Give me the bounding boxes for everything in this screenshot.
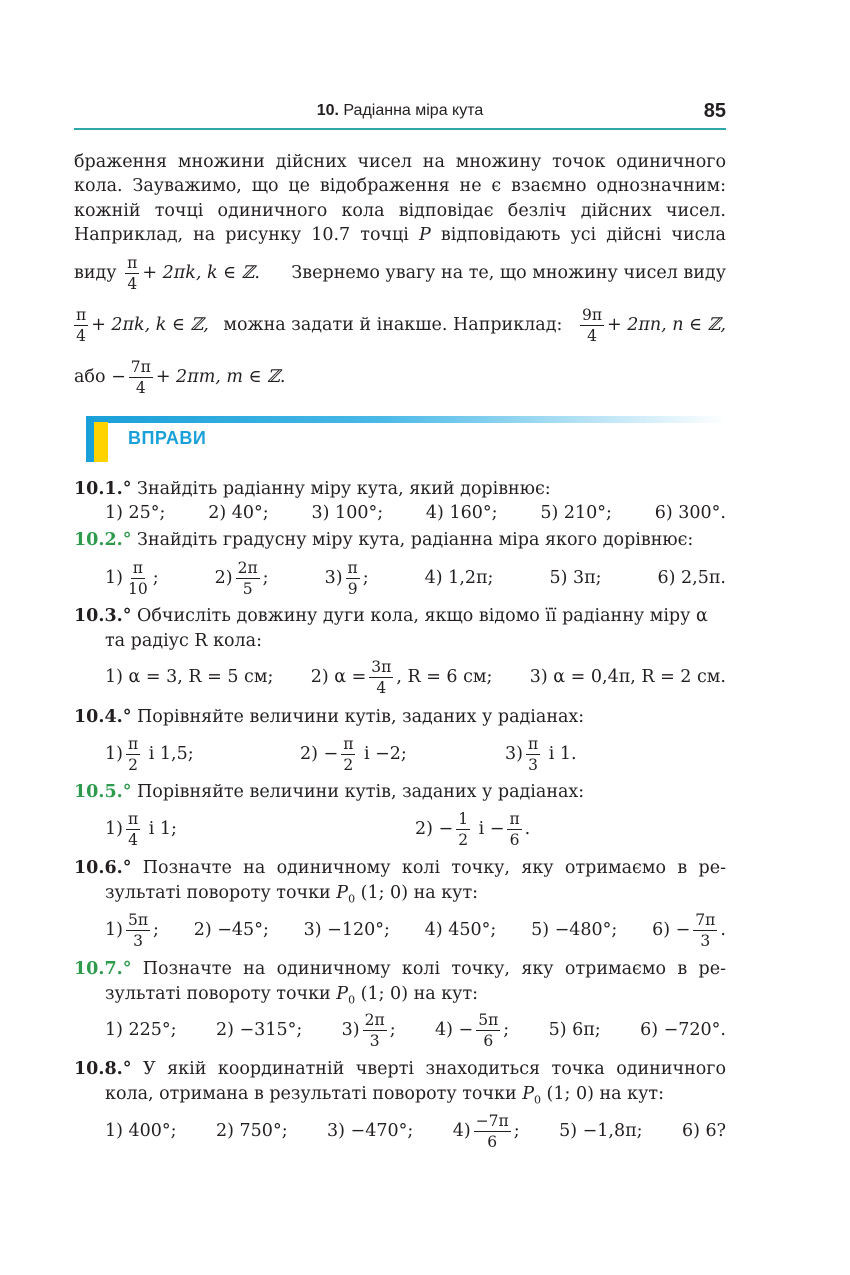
fraction-numerator: 7π bbox=[695, 910, 716, 929]
fraction-numerator: π bbox=[76, 305, 87, 324]
exercise-10-3-cont: та радіус R кола: bbox=[105, 631, 263, 651]
answer-item: 3) α = 0,4π, R = 2 см. bbox=[529, 667, 726, 687]
fraction bbox=[474, 1112, 511, 1151]
exercise-number: 10.1.° bbox=[74, 479, 132, 499]
intro-line-7 bbox=[74, 358, 726, 396]
answer-item bbox=[215, 559, 269, 598]
fraction bbox=[526, 735, 540, 774]
fraction-denominator: 2 bbox=[343, 755, 354, 774]
answer-item bbox=[311, 658, 493, 697]
exercise-number: 10.5.° bbox=[74, 782, 132, 802]
item-label: 3) bbox=[324, 567, 343, 588]
formula-tail: + 2πk, k ∈ ℤ, bbox=[91, 314, 209, 335]
exercise-text: Порівняйте величини кутів, заданих у радіанах: bbox=[137, 707, 585, 727]
intro-text: або bbox=[74, 367, 106, 387]
intro-text: виду bbox=[74, 262, 117, 283]
fraction-numerator: π bbox=[127, 734, 139, 753]
fraction bbox=[126, 810, 140, 849]
fraction-denominator: 6 bbox=[483, 1031, 494, 1050]
formula-group bbox=[74, 254, 260, 293]
answer-item bbox=[505, 735, 577, 774]
item-tail: і − bbox=[478, 818, 505, 839]
fraction bbox=[456, 810, 470, 849]
header-rule bbox=[74, 128, 726, 130]
answer-item: 4) 450°; bbox=[424, 920, 497, 940]
item-label: 3) bbox=[341, 1019, 360, 1040]
exercise-10-8 bbox=[74, 1058, 726, 1080]
exercise-10-7-cont bbox=[105, 983, 726, 1012]
punctuation: ; bbox=[503, 1019, 510, 1040]
fraction-denominator: 3 bbox=[369, 1031, 380, 1050]
fraction-numerator: π bbox=[132, 558, 143, 577]
fraction-denominator: 3 bbox=[528, 755, 538, 774]
fraction-numerator: π bbox=[527, 734, 539, 753]
fraction-numerator: 2π bbox=[364, 1010, 385, 1029]
exercise-10-3-items bbox=[105, 657, 726, 697]
fraction-numerator: −7π bbox=[475, 1111, 509, 1130]
exercise-number: 10.6.° bbox=[74, 858, 132, 878]
chapter-number: 10. bbox=[316, 102, 339, 119]
answer-item bbox=[105, 911, 159, 950]
exercise-10-7-items bbox=[105, 1010, 726, 1050]
answer-item: 2) −45°; bbox=[193, 920, 269, 940]
minus-sign: − bbox=[111, 367, 126, 387]
page-header bbox=[74, 98, 726, 130]
banner-yellow-bar bbox=[92, 422, 108, 462]
punctuation: ; bbox=[389, 1019, 396, 1040]
fraction-numerator: 5π bbox=[478, 1010, 499, 1029]
answer-item: 3) −470°; bbox=[327, 1121, 414, 1141]
chapter-title: Радіанна міра кута bbox=[343, 102, 484, 119]
answer-item: 6) 6? bbox=[681, 1121, 726, 1141]
item-label: 1) bbox=[105, 567, 123, 588]
intro-line-2: кола. Зауважимо, що це відображення не є взаємно однозначним: bbox=[74, 176, 726, 196]
exercise-10-8-cont bbox=[105, 1083, 726, 1112]
exercise-10-7 bbox=[74, 958, 726, 980]
exercise-number: 10.7.° bbox=[74, 959, 132, 979]
fraction bbox=[341, 735, 355, 774]
intro-line-4 bbox=[74, 224, 726, 246]
banner-blue-bar bbox=[86, 416, 94, 462]
intro-line-5 bbox=[74, 254, 726, 292]
exercise-text: (1; 0) на кут: bbox=[360, 984, 479, 1004]
item-label: 1) bbox=[105, 919, 123, 940]
fraction bbox=[363, 1011, 387, 1050]
fraction bbox=[693, 911, 717, 950]
formula-tail: + 2πm, m ∈ ℤ. bbox=[155, 367, 286, 387]
exercise-10-4 bbox=[74, 706, 726, 728]
fraction-denominator: 2 bbox=[128, 755, 138, 774]
punctuation: . bbox=[720, 919, 726, 940]
punctuation: ; bbox=[362, 567, 369, 588]
formula-group bbox=[74, 306, 209, 345]
fraction-denominator: 3 bbox=[700, 931, 711, 950]
punctuation: ; bbox=[262, 567, 269, 588]
exercise-10-2-items bbox=[105, 558, 726, 598]
item-label: 1) bbox=[105, 818, 123, 839]
answer-item: 5) −1,8π; bbox=[559, 1121, 643, 1141]
exercise-text: Знайдіть градусну міру кута, радіанна міра якого дорівнює: bbox=[137, 530, 694, 550]
item-label: 1) bbox=[105, 743, 123, 764]
fraction-numerator: 5π bbox=[127, 910, 149, 929]
running-title bbox=[74, 102, 726, 120]
fraction-numerator: 9π bbox=[581, 305, 603, 324]
intro-line-3: кожній точці одиничного кола відповідає безліч дійсних чисел. bbox=[74, 201, 726, 221]
fraction bbox=[126, 559, 150, 598]
answer-item bbox=[415, 810, 530, 849]
fraction-denominator: 4 bbox=[128, 830, 138, 849]
fraction bbox=[580, 306, 604, 345]
item-label: 2) α = bbox=[310, 666, 367, 687]
intro-line-1: браження множини дійсних чисел на множину точок одиничного bbox=[74, 152, 726, 172]
exercise-10-1-items bbox=[105, 502, 726, 524]
item-tail: і 1; bbox=[148, 818, 177, 839]
point-p: P bbox=[522, 1084, 534, 1104]
fraction-numerator: π bbox=[343, 734, 354, 753]
answer-item: 4) 1,2π; bbox=[424, 568, 494, 588]
fraction bbox=[126, 735, 140, 774]
answer-item: 2) 750°; bbox=[216, 1121, 288, 1141]
answer-item: 4) 160°; bbox=[425, 503, 498, 523]
fraction bbox=[125, 254, 139, 293]
exercise-text: зультаті повороту точки bbox=[105, 883, 331, 903]
fraction-numerator: 7π bbox=[130, 357, 151, 376]
exercise-number: 10.3.° bbox=[74, 606, 132, 626]
exercise-text: Позначте на одиничному колі точку, яку отримаємо в ре- bbox=[142, 858, 726, 878]
fraction-denominator: 9 bbox=[347, 579, 358, 598]
exercise-number: 10.2.° bbox=[74, 530, 132, 550]
punctuation: ; bbox=[153, 919, 159, 940]
fraction bbox=[74, 306, 88, 345]
exercise-text: Обчисліть довжину дуги кола, якщо відомо її радіанну міру α bbox=[137, 606, 708, 626]
answer-item: 2) −315°; bbox=[216, 1020, 303, 1040]
answer-item: 6) 2,5π. bbox=[657, 568, 726, 588]
fraction-denominator: 4 bbox=[135, 378, 146, 397]
item-label: 4) − bbox=[435, 1019, 474, 1040]
punctuation: ; bbox=[513, 1120, 520, 1141]
item-label: 4) bbox=[452, 1120, 471, 1141]
exercise-10-6-cont bbox=[105, 882, 726, 911]
answer-item: 6) −720°. bbox=[640, 1020, 726, 1040]
fraction-denominator: 5 bbox=[242, 579, 253, 598]
intro-text: Наприклад, на рисунку 10.7 точці bbox=[74, 225, 409, 245]
item-label: 3) bbox=[505, 743, 523, 764]
item-tail: і −2; bbox=[363, 743, 407, 764]
exercise-10-5-items bbox=[105, 809, 726, 849]
banner-gradient-line bbox=[90, 416, 726, 423]
answer-item: 5) −480°; bbox=[531, 920, 618, 940]
exercise-text: Знайдіть радіанну міру кута, який дорівнює: bbox=[137, 479, 551, 499]
exercise-text: зультаті повороту точки bbox=[105, 984, 331, 1004]
exercise-text: (1; 0) на кут: bbox=[546, 1084, 664, 1104]
punctuation: ; bbox=[152, 567, 159, 588]
answer-item bbox=[453, 1112, 520, 1151]
exercise-text: (1; 0) на кут: bbox=[360, 883, 479, 903]
fraction-numerator: π bbox=[127, 809, 139, 828]
answer-item bbox=[435, 1011, 509, 1050]
exercise-text: У якій координатній чверті знаходиться точка одиничного bbox=[142, 1059, 726, 1079]
formula-tail: + 2πn, n ∈ ℤ, bbox=[607, 314, 726, 335]
point-p: P bbox=[336, 984, 349, 1004]
fraction bbox=[369, 658, 393, 697]
answer-item bbox=[652, 911, 726, 950]
item-label: 2) bbox=[214, 567, 233, 588]
fraction-denominator: 4 bbox=[587, 326, 597, 345]
answer-item: 2) 40°; bbox=[208, 503, 269, 523]
intro-text: Звернемо увагу на те, що множину чисел виду bbox=[291, 263, 726, 283]
answer-item: 5) 210°; bbox=[540, 503, 612, 523]
fraction-numerator: 2π bbox=[237, 558, 258, 577]
answer-item: 1) 400°; bbox=[105, 1121, 177, 1141]
exercise-10-8-items bbox=[105, 1111, 726, 1151]
subscript: 0 bbox=[348, 892, 356, 906]
item-label: 2) − bbox=[415, 818, 454, 839]
answer-item: 1) 225°; bbox=[105, 1020, 177, 1040]
fraction-denominator: 4 bbox=[376, 678, 387, 697]
item-tail: , R = 6 см; bbox=[396, 666, 493, 687]
fraction-denominator: 6 bbox=[487, 1132, 498, 1151]
fraction-denominator: 3 bbox=[133, 931, 143, 950]
exercise-number: 10.4.° bbox=[74, 707, 132, 727]
exercise-10-3 bbox=[74, 605, 726, 627]
fraction bbox=[129, 358, 153, 397]
point-p: P bbox=[336, 883, 349, 903]
fraction-numerator: π bbox=[509, 809, 520, 828]
exercise-text: Порівняйте величини кутів, заданих у радіанах: bbox=[137, 782, 585, 802]
subscript: 0 bbox=[348, 993, 356, 1007]
answer-item: 5) 3π; bbox=[549, 568, 602, 588]
fraction-denominator: 6 bbox=[509, 830, 520, 849]
answer-item bbox=[300, 735, 505, 774]
page-number: 85 bbox=[703, 100, 726, 122]
intro-text: відповідають усі дійсні числа bbox=[440, 225, 726, 245]
fraction-numerator: π bbox=[127, 253, 138, 272]
item-label: 2) − bbox=[300, 743, 339, 764]
exercise-10-5 bbox=[74, 781, 726, 803]
fraction-denominator: 4 bbox=[76, 326, 87, 345]
fraction bbox=[507, 810, 521, 849]
exercise-10-1 bbox=[74, 478, 726, 500]
fraction-numerator: π bbox=[347, 558, 358, 577]
exercise-number: 10.8.° bbox=[74, 1059, 132, 1079]
subscript: 0 bbox=[533, 1093, 541, 1107]
exercise-10-2 bbox=[74, 529, 726, 551]
answer-item bbox=[105, 559, 159, 598]
intro-text: можна задати й інакше. Наприклад: bbox=[223, 315, 563, 335]
answer-item: 5) 6π; bbox=[548, 1020, 601, 1040]
answer-item: 6) 300°. bbox=[654, 503, 726, 523]
answer-item: 3) 100°; bbox=[311, 503, 384, 523]
section-title: ВПРАВИ bbox=[128, 428, 207, 448]
answer-item: 1) 25°; bbox=[105, 503, 166, 523]
answer-item bbox=[105, 735, 300, 774]
answer-item: 3) −120°; bbox=[303, 920, 390, 940]
punctuation: . bbox=[524, 818, 531, 839]
fraction bbox=[346, 559, 360, 598]
formula-tail: + 2πk, k ∈ ℤ. bbox=[142, 262, 260, 283]
fraction-denominator: 2 bbox=[458, 830, 469, 849]
exercise-10-6-items bbox=[105, 910, 726, 950]
fraction bbox=[126, 911, 150, 950]
answer-item bbox=[342, 1011, 396, 1050]
exercise-text: кола, отримана в результаті повороту точки bbox=[105, 1084, 517, 1104]
answer-item: 1) α = 3, R = 5 см; bbox=[105, 667, 274, 687]
exercise-10-4-items bbox=[105, 734, 726, 774]
formula-group bbox=[577, 306, 726, 345]
fraction bbox=[476, 1011, 500, 1050]
fraction-numerator: 3π bbox=[371, 657, 392, 676]
item-tail: і 1,5; bbox=[148, 743, 194, 764]
fraction-denominator: 4 bbox=[127, 274, 138, 293]
exercise-10-6 bbox=[74, 857, 726, 879]
section-banner bbox=[84, 414, 726, 464]
fraction-numerator: 1 bbox=[458, 809, 469, 828]
fraction-denominator: 10 bbox=[127, 579, 148, 598]
point-p: P bbox=[418, 225, 431, 245]
answer-item bbox=[325, 559, 369, 598]
item-label: 6) − bbox=[652, 919, 691, 940]
fraction bbox=[236, 559, 260, 598]
intro-line-6 bbox=[74, 306, 726, 344]
answer-item bbox=[105, 810, 415, 849]
item-tail: і 1. bbox=[548, 743, 577, 764]
exercise-text: Позначте на одиничному колі точку, яку отримаємо в ре- bbox=[142, 959, 726, 979]
